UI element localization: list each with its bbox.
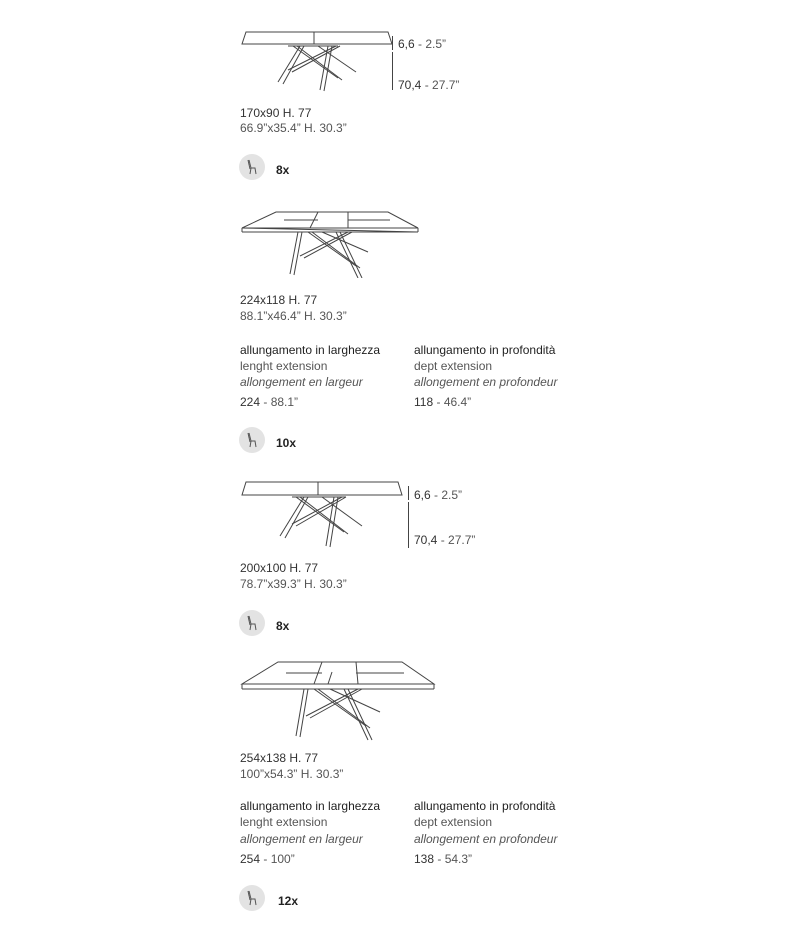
- extension-depth-value: 118 - 46.4”: [414, 395, 472, 409]
- extension-width-label-en: lenght extension: [240, 815, 328, 829]
- extension-width-label-fr: allongement en largeur: [240, 832, 363, 846]
- seat-count: 8x: [276, 163, 290, 177]
- extension-width-value: 254 - 100”: [240, 852, 295, 866]
- size-cm: 170x90 H. 77: [240, 106, 312, 120]
- top-thickness-line: [408, 486, 409, 500]
- leg-height-label: 70,4 - 27.7”: [398, 78, 460, 92]
- leg-height-inch: 27.7”: [448, 533, 476, 547]
- chair-icon: [239, 885, 265, 911]
- size-cm: 224x118 H. 77: [240, 293, 318, 307]
- top-thickness-value: 6,6: [398, 37, 415, 51]
- leg-height-line: [392, 52, 393, 90]
- chair-icon: [239, 610, 265, 636]
- table-drawing-extended-254: [238, 656, 438, 741]
- size-cm: 200x100 H. 77: [240, 561, 319, 575]
- extension-depth-inch: 46.4”: [443, 395, 472, 409]
- extension-width-inch: 88.1”: [270, 395, 299, 409]
- extension-depth-label-fr: allongement en profondeur: [414, 832, 558, 846]
- extension-width-cm: 224: [240, 395, 261, 409]
- extension-depth-label-en: dept extension: [414, 359, 493, 373]
- extension-depth-cm: 118: [414, 395, 434, 409]
- extension-width-cm: 254: [240, 852, 261, 866]
- seat-count: 10x: [276, 436, 297, 450]
- chair-icon: [239, 427, 265, 453]
- extension-depth-label-it: allungamento in profondità: [414, 799, 556, 813]
- leg-height-value: 70,4: [398, 78, 422, 92]
- top-thickness-inch: 2.5”: [441, 488, 463, 502]
- extension-width-inch: 100”: [270, 852, 295, 866]
- extension-depth-label-fr: allongement en profondeur: [414, 375, 558, 389]
- leg-height-value: 70,4: [414, 533, 438, 547]
- top-thickness-line: [392, 36, 393, 50]
- extension-width-label-fr: allongement en largeur: [240, 375, 363, 389]
- extension-depth-label-en: dept extension: [414, 815, 493, 829]
- size-inch: 66.9”x35.4” H. 30.3”: [240, 121, 347, 135]
- table-drawing-closed-200: [238, 478, 408, 550]
- top-thickness-label: 6,6 - 2.5”: [414, 488, 463, 502]
- extension-depth-label-it: allungamento in profondità: [414, 343, 556, 357]
- extension-width-label-it: allungamento in larghezza: [240, 343, 381, 357]
- size-inch: 88.1”x46.4” H. 30.3”: [240, 309, 347, 323]
- top-thickness-inch: 2.5”: [425, 37, 447, 51]
- top-thickness-label: 6,6 - 2.5”: [398, 37, 447, 51]
- size-inch: 100”x54.3” H. 30.3”: [240, 767, 344, 781]
- table-drawing-extended-224: [238, 206, 423, 278]
- chair-icon: [239, 154, 265, 180]
- extension-width-value: 224 - 88.1”: [240, 395, 299, 409]
- leg-height-inch: 27.7”: [432, 78, 460, 92]
- leg-height-line: [408, 502, 409, 548]
- extension-width-label-it: allungamento in larghezza: [240, 799, 381, 813]
- extension-depth-value: 138 - 54.3”: [414, 852, 473, 866]
- extension-depth-cm: 138: [414, 852, 435, 866]
- table-drawing-closed-170: [238, 28, 398, 93]
- size-cm: 254x138 H. 77: [240, 751, 319, 765]
- top-thickness-value: 6,6: [414, 488, 431, 502]
- leg-height-label: 70,4 - 27.7”: [414, 533, 476, 547]
- extension-depth-inch: 54.3”: [444, 852, 473, 866]
- extension-width-label-en: lenght extension: [240, 359, 328, 373]
- seat-count: 12x: [278, 894, 299, 908]
- seat-count: 8x: [276, 619, 290, 633]
- size-inch: 78.7”x39.3” H. 30.3”: [240, 577, 347, 591]
